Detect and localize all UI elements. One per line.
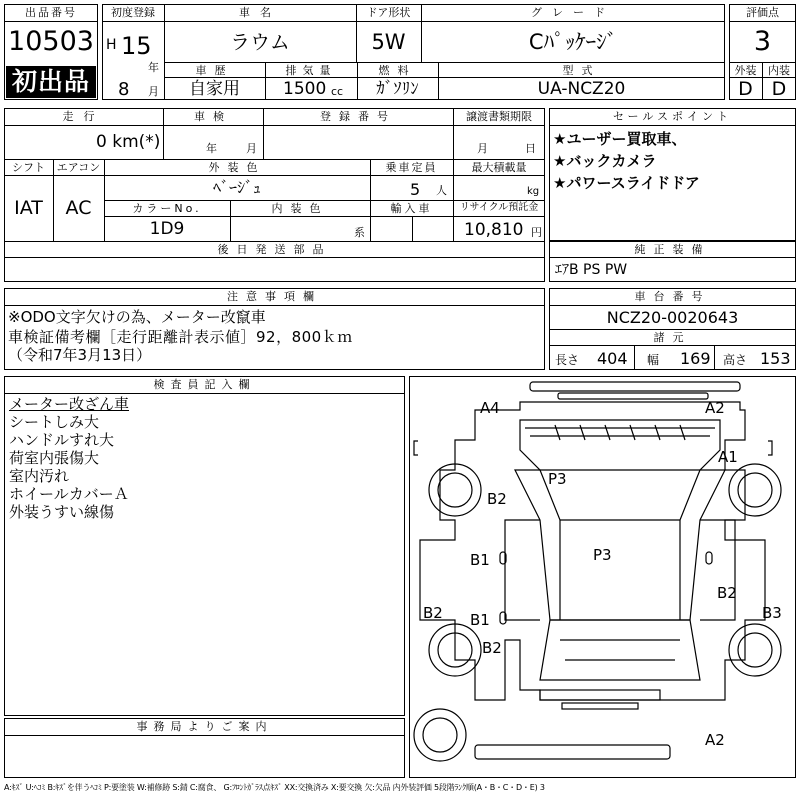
listing-number: 10503	[8, 26, 94, 57]
damage-mark-b1-lower: B1	[470, 611, 490, 629]
first-registration-year-unit: 年	[148, 61, 159, 74]
damage-mark-p3-roof: P3	[548, 470, 567, 488]
inspector-line-4: 荷室内張傷大	[9, 449, 100, 467]
inspector-line-1: メーター改ざん車	[9, 395, 130, 413]
transfer-day-unit: 日	[525, 142, 536, 155]
legend-text: A:ｷｽﾞ U:ﾍｺﾐ B:ｷｽﾞを伴うﾍｺﾐ P:要塗装 W:補修跡 S:錆 C:腐食、 G:ﾌﾛﾝﾄｶﾞﾗｽ点ｷｽﾞ XX:交換済み X:要交換 欠:欠品 内外装評価 5段階ﾗﾝｸ順(A・B・C・D・E) 3	[4, 783, 545, 792]
selling-point-2: ★バックカメラ	[553, 152, 657, 170]
equipment-label: 純正装備	[634, 243, 711, 256]
interior-color-unit: 系	[354, 226, 365, 239]
height-label: 高さ	[723, 353, 748, 367]
damage-mark-a2-rear: A2	[705, 731, 725, 749]
exterior-color-label: 外装色	[208, 161, 266, 174]
transfer-month-unit: 月	[477, 142, 488, 155]
damage-mark-a1: A1	[718, 448, 738, 466]
inspector-label: 検査員記入欄	[153, 378, 256, 391]
interior-score-label: 内装	[768, 64, 790, 77]
displacement-label: 排気量	[285, 64, 337, 77]
shift-value: IAT	[14, 197, 43, 219]
grade-label: グレード	[531, 6, 615, 19]
color-number-label: カラーNo.	[132, 202, 202, 215]
width-label: 幅	[647, 353, 660, 367]
damage-mark-b1-upper: B1	[470, 551, 490, 569]
door-type-label: ドア形状	[366, 6, 411, 19]
displacement-unit: cc	[331, 85, 344, 98]
max-load-label: 最大積載量	[471, 161, 527, 174]
score-label: 評価点	[746, 6, 779, 19]
vehicle-history-value: 自家用	[189, 79, 240, 99]
equipment-value: ｴｱB PS PW	[555, 262, 628, 278]
chassis-number-value: NCZ20-0020643	[606, 308, 739, 327]
transfer-deadline-label: 譲渡書類期限	[466, 110, 532, 123]
import-label: 輸入車	[390, 202, 433, 215]
selling-points-label: セールスポイント	[612, 110, 732, 123]
max-load-unit: kg	[527, 186, 540, 197]
first-registration-label: 初度登録	[111, 6, 155, 19]
damage-mark-b2-front-left: B2	[487, 490, 507, 508]
door-type-value: 5W	[371, 30, 406, 54]
grade-value: Cﾊﾟｯｹｰｼﾞ	[528, 30, 618, 54]
first-listing-badge-text: 初出品	[11, 67, 90, 96]
aircon-value: AC	[65, 197, 92, 219]
recycle-deposit-value: 10,810	[464, 220, 524, 240]
first-registration-era: H	[106, 37, 117, 53]
inspector-line-7: 外装うすい線傷	[9, 503, 115, 521]
damage-mark-a4: A4	[480, 399, 500, 417]
exterior-score-label: 外装	[734, 64, 757, 77]
fuel-value: ｶﾞｿﾘﾝ	[376, 79, 419, 99]
first-registration-month: 8	[118, 79, 130, 100]
first-registration-month-unit: 月	[148, 85, 159, 98]
damage-mark-a2-front: A2	[705, 399, 725, 417]
shift-label: シフト	[12, 161, 45, 174]
mileage-value: 0 km(*)	[96, 132, 161, 152]
notes-label: 注意事項欄	[227, 290, 322, 303]
length-value: 404	[597, 349, 628, 368]
listing-number-label: 出品番号	[25, 6, 77, 19]
notes-line-3: （令和7年3月13日）	[8, 346, 152, 364]
width-value: 169	[680, 349, 711, 368]
exterior-color-value: ﾍﾞｰｼﾞｭ	[212, 178, 261, 197]
interior-color-label: 内装色	[271, 202, 329, 215]
chassis-number-label: 車台番号	[634, 290, 711, 303]
vehicle-history-label: 車歴	[195, 64, 234, 77]
dimensions-label: 諸元	[653, 331, 692, 344]
notes-line-1: ※ODO文字欠けの為、メーター改竄車	[8, 308, 266, 326]
recycle-deposit-unit: 円	[531, 226, 542, 239]
model-code-label: 型式	[562, 64, 601, 77]
model-code-value: UA-NCZ20	[537, 79, 626, 99]
parts-later-label: 後日発送部品	[217, 243, 332, 256]
inspector-line-6: ホイールカバーＡ	[9, 485, 129, 503]
score-value: 3	[753, 26, 772, 57]
aircon-label: エアコン	[56, 161, 101, 174]
fuel-label: 燃料	[378, 64, 417, 77]
plate-number-label: 登録番号	[320, 110, 396, 123]
capacity-value: 5	[410, 180, 421, 199]
inspector-line-5: 室内汚れ	[9, 467, 70, 485]
selling-point-1: ★ユーザー買取車、	[553, 130, 687, 148]
capacity-label: 乗車定員	[385, 161, 438, 174]
damage-mark-b3: B3	[762, 604, 782, 622]
damage-mark-b2-right: B2	[717, 584, 737, 602]
color-number-value: 1D9	[149, 219, 185, 239]
notes-line-2: 車検証備考欄［走行距離計表示値］92，800ｋｍ	[8, 328, 353, 346]
height-value: 153	[760, 349, 791, 368]
first-registration-year: 15	[121, 32, 152, 60]
car-name-label: 車名	[239, 6, 281, 19]
inspector-line-3: ハンドルすれ大	[9, 431, 115, 449]
recycle-deposit-label: リサイクル預託金	[459, 202, 539, 213]
inspection-label: 車検	[194, 110, 232, 123]
interior-score-value: D	[771, 78, 787, 100]
inspector-line-2: シートしみ大	[9, 413, 100, 431]
inspection-month-unit: 月	[246, 142, 257, 155]
selling-point-3: ★パワースライドドア	[553, 174, 700, 192]
exterior-score-value: D	[738, 78, 753, 100]
damage-mark-b2-side-left: B2	[423, 604, 443, 622]
car-name-value: ラウム	[230, 30, 290, 54]
length-label: 長さ	[555, 353, 580, 367]
mileage-label: 走行	[62, 110, 105, 123]
displacement-value: 1500	[283, 79, 327, 99]
damage-mark-b2-rear-left: B2	[482, 639, 502, 657]
damage-mark-p3-center: P3	[593, 546, 612, 564]
capacity-unit: 人	[436, 184, 447, 197]
inspection-year-unit: 年	[206, 142, 217, 155]
office-notice-label: 事務局よりご案内	[136, 720, 273, 733]
